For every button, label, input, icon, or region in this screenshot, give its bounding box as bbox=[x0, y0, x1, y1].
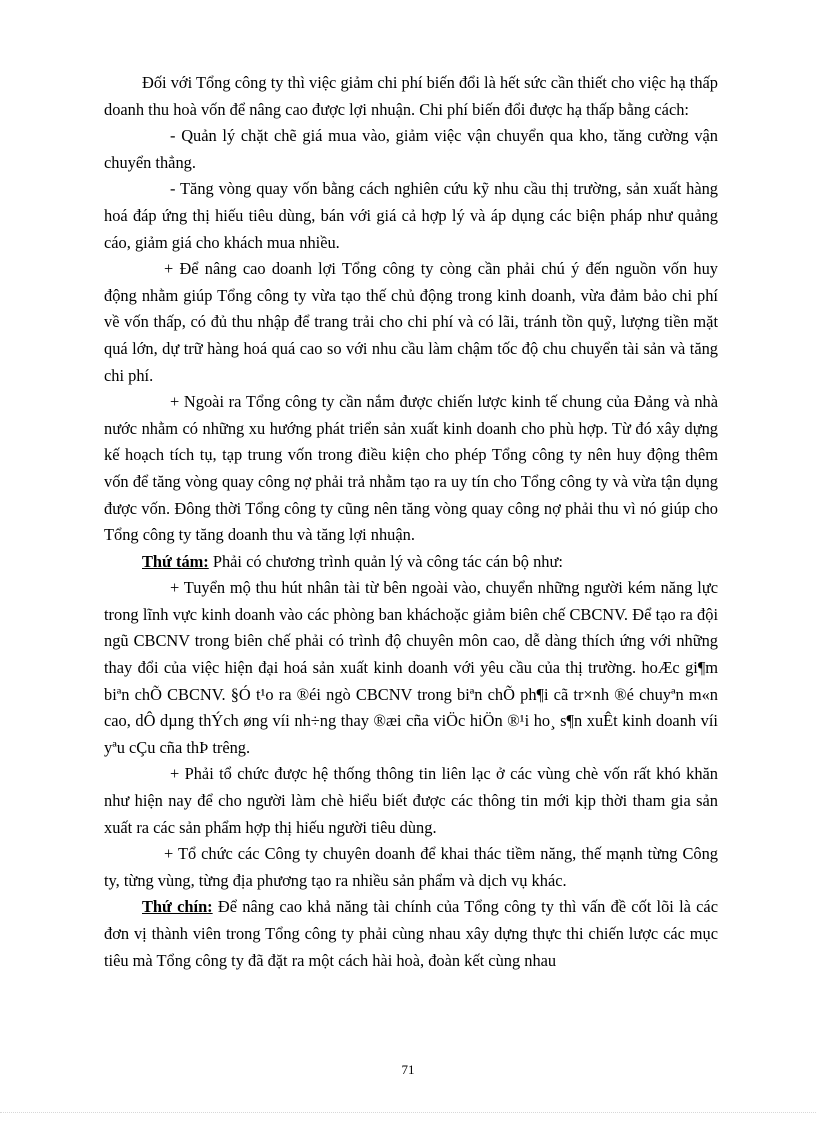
paragraph-text: + Ngoài ra Tổng công ty cần nắm được chiến lược kinh tế chung của Đảng và nhà nước nhằm có những xu hướng phát triển sản xuất kinh doanh cho phù hợp. Từ đó xây dựng kế hoạch tích tụ, tạp trung vốn trong điều kiện cho phép Tổng công ty nên huy động thêm vốn để tăng vòng quay công nợ phải trả nhằm tạo ra uy tín cho Tổng công ty và vừa tận dụng được vốn. Đông thời Tổng công ty cũng nên tăng vòng quay công nợ phải thu vì nó giúp cho Tổng công ty tăng doanh thu và tăng lợi nhuận. bbox=[104, 392, 718, 545]
paragraph-text: + Tổ chức các Công ty chuyên doanh để khai thác tiềm năng, thế mạnh từng Công ty, từng vùng, từng địa phương tạo ra nhiều sản phẩm và dịch vụ khác. bbox=[104, 844, 718, 890]
paragraph-information-system bbox=[104, 761, 718, 841]
document-body bbox=[104, 70, 718, 974]
paragraph-purchase-control bbox=[104, 123, 718, 176]
page-number: 71 bbox=[401, 1062, 415, 1077]
paragraph-text: - Quản lý chặt chẽ giá mua vào, giảm việc vận chuyển qua kho, tăng cường vận chuyển thẳng. bbox=[104, 126, 718, 172]
section-label-ninth: Thứ chín: bbox=[142, 897, 213, 917]
paragraph-text: Phải có chương trình quản lý và công tác cán bộ như: bbox=[208, 551, 563, 571]
paragraph-text: + Tuyển mộ thu hút nhân tài từ bên ngoài vào, chuyển những người kém năng lực trong lĩnh vực kinh doanh vào các phòng ban kháchoặc giảm biên chế CBCNV. Để tạo ra đội ngũ CBCNV trong biên chế phải có trình độ chuyên môn cao, dễ dàng thích ứng với những thay đổi của việc hiện đại hoá sản xuất kinh doanh với yêu cầu của thị trường. hoÆc gi¶m biªn chÕ CBCNV. §Ó t¹o ra ®éi ngò CBCNV trong biªn chÕ ph¶i cã tr×nh ®é chuyªn m«n cao, dÔ dµng thÝch øng víi nh÷ng thay ®æi cña viÖc hiÖn ®¹i ho¸ s¶n xuÊt kinh doanh víi yªu cÇu cña thÞ trêng. bbox=[104, 578, 718, 757]
paragraph-recruitment bbox=[104, 575, 718, 761]
paragraph-variable-cost bbox=[104, 70, 718, 123]
paragraph-text: - Tăng vòng quay vốn bằng cách nghiên cứu kỹ nhu cầu thị trường, sản xuất hàng hoá đáp ứng thị hiếu tiêu dùng, bán với giá cả hợp lý và áp dụng các biện pháp như quảng cáo, giảm giá cho khách mua nhiều. bbox=[104, 179, 718, 252]
paragraph-text: + Để nâng cao doanh lợi Tổng công ty còng cần phải chú ý đến nguồn vốn huy động nhằm giúp Tổng công ty vừa tạo thế chủ động trong kinh doanh, vừa đảm bảo chi phí về vốn thấp, có đủ thu nhập để trang trải cho chi phí và có lãi, tránh tồn quỹ, lượng tiền mặt quá lớn, dự trữ hàng hoá quá cao so với nhu cầu làm chậm tốc độ chu chuyển tài sản và tăng chi phí. bbox=[104, 259, 718, 385]
paragraph-economic-strategy bbox=[104, 389, 718, 549]
paragraph-text: Đối với Tổng công ty thì việc giảm chi phí biến đổi là hết sức cần thiết cho việc hạ thấp doanh thu hoà vốn để nâng cao được lợi nhuận. Chi phí biến đổi được hạ thấp bằng cách: bbox=[104, 73, 718, 119]
paragraph-text: Để nâng cao khả năng tài chính của Tổng công ty thì vấn đề cốt lõi là các đơn vị thành viên trong Tổng công ty phải cùng nhau xây dựng thực thi chiến lược các mục tiêu mà Tổng công ty đã đặt ra một cách hài hoà, đoàn kết cùng nhau bbox=[104, 897, 718, 970]
paragraph-text: + Phải tổ chức được hệ thống thông tin liên lạc ở các vùng chè vốn rất khó khăn như hiện nay để cho người làm chè hiểu biết được các thông tin mới kịp thời tham gia sản xuất ra các sản phẩm hợp thị hiếu người tiêu dùng. bbox=[104, 764, 718, 837]
section-label-eighth: Thứ tám: bbox=[142, 551, 209, 571]
paragraph-specialized-companies bbox=[104, 841, 718, 894]
paragraph-ninth bbox=[104, 894, 718, 974]
paragraph-capital-sources bbox=[104, 256, 718, 389]
paragraph-eighth bbox=[104, 549, 718, 576]
page-bottom-divider bbox=[0, 1112, 816, 1113]
paragraph-capital-turnover bbox=[104, 176, 718, 256]
